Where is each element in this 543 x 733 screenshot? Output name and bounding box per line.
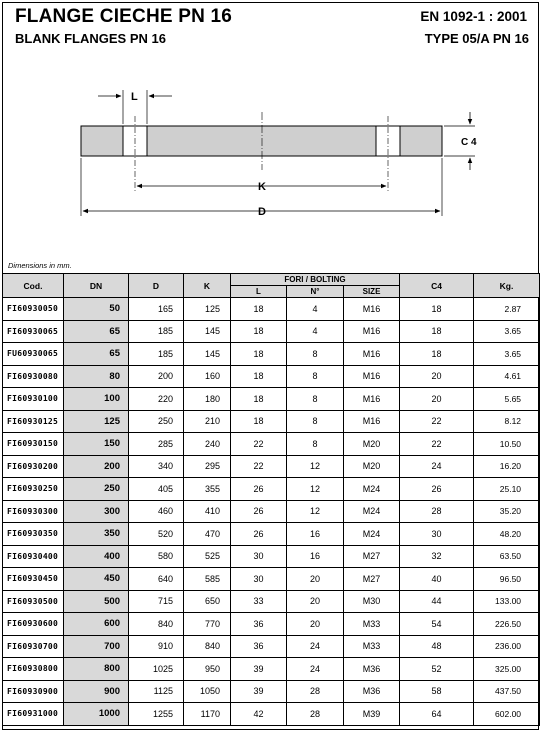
cell-kg: 133.00 (474, 590, 540, 613)
cell-size: M24 (344, 500, 400, 523)
cell-n: 12 (287, 500, 344, 523)
cell-kg: 8.12 (474, 410, 540, 433)
cell-c4: 18 (400, 298, 474, 321)
cell-dn: 80 (64, 365, 129, 388)
cell-k: 585 (184, 568, 231, 591)
table-row (3, 680, 540, 703)
cell-d: 285 (129, 433, 184, 456)
dim-label-k: K (258, 181, 266, 193)
cell-n: 8 (287, 433, 344, 456)
cell-d: 910 (129, 635, 184, 658)
table-row (3, 523, 540, 546)
table-row (3, 635, 540, 658)
cell-c4: 28 (400, 500, 474, 523)
table-row (3, 703, 540, 726)
cell-d: 520 (129, 523, 184, 546)
cell-n: 12 (287, 455, 344, 478)
cell-n: 8 (287, 388, 344, 411)
cell-kg: 16.20 (474, 455, 540, 478)
cell-kg: 2.87 (474, 298, 540, 321)
header-kg: Kg. (474, 274, 540, 298)
cell-size: M20 (344, 433, 400, 456)
cell-cod: FI60930150 (3, 433, 64, 456)
cell-k: 470 (184, 523, 231, 546)
cell-k: 180 (184, 388, 231, 411)
cell-c4: 40 (400, 568, 474, 591)
cell-n: 28 (287, 680, 344, 703)
cell-k: 1170 (184, 703, 231, 726)
cell-kg: 10.50 (474, 433, 540, 456)
cell-k: 210 (184, 410, 231, 433)
cell-k: 145 (184, 320, 231, 343)
dim-label-l: L (131, 91, 138, 103)
cell-size: M20 (344, 455, 400, 478)
cell-c4: 44 (400, 590, 474, 613)
cell-dn: 450 (64, 568, 129, 591)
cell-size: M24 (344, 523, 400, 546)
cell-cod: FI60930450 (3, 568, 64, 591)
cell-c4: 30 (400, 523, 474, 546)
table-row (3, 410, 540, 433)
cell-size: M33 (344, 613, 400, 636)
cell-cod: FI60930600 (3, 613, 64, 636)
cell-d: 460 (129, 500, 184, 523)
table-row (3, 613, 540, 636)
cell-c4: 26 (400, 478, 474, 501)
cell-dn: 250 (64, 478, 129, 501)
cell-size: M27 (344, 545, 400, 568)
table-row (3, 545, 540, 568)
cell-c4: 20 (400, 365, 474, 388)
table-row (3, 433, 540, 456)
cell-c4: 20 (400, 388, 474, 411)
cell-kg: 236.00 (474, 635, 540, 658)
cell-k: 125 (184, 298, 231, 321)
cell-kg: 602.00 (474, 703, 540, 726)
cell-cod: FI60930900 (3, 680, 64, 703)
cell-d: 1125 (129, 680, 184, 703)
cell-c4: 32 (400, 545, 474, 568)
cell-n: 8 (287, 343, 344, 366)
table-row (3, 343, 540, 366)
cell-k: 355 (184, 478, 231, 501)
cell-dn: 150 (64, 433, 129, 456)
cell-n: 16 (287, 545, 344, 568)
cell-n: 8 (287, 410, 344, 433)
cell-l: 18 (231, 410, 287, 433)
table-row (3, 590, 540, 613)
cell-d: 1025 (129, 658, 184, 681)
cell-kg: 3.65 (474, 343, 540, 366)
table-row (3, 478, 540, 501)
page-subtitle: BLANK FLANGES PN 16 (15, 31, 166, 46)
cell-kg: 25.10 (474, 478, 540, 501)
cell-l: 18 (231, 365, 287, 388)
cell-d: 250 (129, 410, 184, 433)
header-cod: Cod. (3, 274, 64, 298)
header-n: N° (287, 286, 344, 298)
cell-size: M36 (344, 658, 400, 681)
cell-c4: 22 (400, 410, 474, 433)
cell-cod: FI60930080 (3, 365, 64, 388)
cell-l: 26 (231, 478, 287, 501)
cell-kg: 35.20 (474, 500, 540, 523)
cell-kg: 48.20 (474, 523, 540, 546)
cell-size: M27 (344, 568, 400, 591)
cell-size: M16 (344, 343, 400, 366)
cell-d: 165 (129, 298, 184, 321)
cell-d: 185 (129, 320, 184, 343)
cell-dn: 100 (64, 388, 129, 411)
cell-size: M16 (344, 388, 400, 411)
cell-cod: FI60930100 (3, 388, 64, 411)
cell-cod: FI60930050 (3, 298, 64, 321)
cell-dn: 900 (64, 680, 129, 703)
table-row (3, 388, 540, 411)
cell-n: 24 (287, 635, 344, 658)
cell-cod: FI60930400 (3, 545, 64, 568)
cell-kg: 3.65 (474, 320, 540, 343)
table-row (3, 455, 540, 478)
flange-table (2, 273, 540, 726)
cell-cod: FI60930700 (3, 635, 64, 658)
cell-size: M36 (344, 680, 400, 703)
page-title: FLANGE CIECHE PN 16 (15, 6, 233, 27)
table-row (3, 298, 540, 321)
cell-kg: 5.65 (474, 388, 540, 411)
cell-l: 30 (231, 545, 287, 568)
cell-c4: 48 (400, 635, 474, 658)
cell-k: 145 (184, 343, 231, 366)
cell-size: M24 (344, 478, 400, 501)
cell-l: 26 (231, 500, 287, 523)
cell-d: 200 (129, 365, 184, 388)
dimensions-note: Dimensions in mm. (8, 261, 72, 270)
table-row (3, 365, 540, 388)
cell-k: 160 (184, 365, 231, 388)
cell-d: 840 (129, 613, 184, 636)
cell-cod: FI60930125 (3, 410, 64, 433)
cell-cod: FU60930065 (3, 343, 64, 366)
cell-cod: FI60930200 (3, 455, 64, 478)
cell-n: 8 (287, 365, 344, 388)
cell-cod: FI60930800 (3, 658, 64, 681)
cell-d: 220 (129, 388, 184, 411)
cell-size: M16 (344, 410, 400, 433)
cell-l: 18 (231, 320, 287, 343)
cell-n: 4 (287, 320, 344, 343)
cell-d: 405 (129, 478, 184, 501)
dim-label-c4: C 4 (461, 137, 477, 148)
cell-l: 36 (231, 613, 287, 636)
cell-d: 340 (129, 455, 184, 478)
cell-cod: FI60930250 (3, 478, 64, 501)
cell-d: 640 (129, 568, 184, 591)
cell-k: 410 (184, 500, 231, 523)
cell-k: 840 (184, 635, 231, 658)
cell-l: 39 (231, 680, 287, 703)
cell-cod: FI60931000 (3, 703, 64, 726)
type-label: TYPE 05/A PN 16 (424, 31, 529, 46)
cell-cod: FI60930500 (3, 590, 64, 613)
header-bolting: FORI / BOLTING (231, 274, 400, 286)
cell-kg: 4.61 (474, 365, 540, 388)
cell-n: 28 (287, 703, 344, 726)
header-k: K (184, 274, 231, 298)
cell-size: M39 (344, 703, 400, 726)
cell-cod: FI60930300 (3, 500, 64, 523)
cell-kg: 325.00 (474, 658, 540, 681)
cell-l: 39 (231, 658, 287, 681)
table-row (3, 500, 540, 523)
cell-n: 16 (287, 523, 344, 546)
cell-l: 18 (231, 298, 287, 321)
cell-l: 33 (231, 590, 287, 613)
cell-d: 185 (129, 343, 184, 366)
cell-dn: 1000 (64, 703, 129, 726)
cell-d: 715 (129, 590, 184, 613)
cell-cod: FI60930350 (3, 523, 64, 546)
cell-dn: 125 (64, 410, 129, 433)
cell-c4: 24 (400, 455, 474, 478)
cell-l: 18 (231, 388, 287, 411)
cell-c4: 18 (400, 343, 474, 366)
header-dn: DN (64, 274, 129, 298)
cell-dn: 500 (64, 590, 129, 613)
cell-kg: 63.50 (474, 545, 540, 568)
table-row (3, 658, 540, 681)
cell-k: 240 (184, 433, 231, 456)
cell-size: M16 (344, 320, 400, 343)
cell-k: 1050 (184, 680, 231, 703)
flange-drawing (0, 0, 543, 260)
cell-n: 20 (287, 613, 344, 636)
cell-c4: 52 (400, 658, 474, 681)
cell-size: M30 (344, 590, 400, 613)
table-row (3, 320, 540, 343)
cell-kg: 96.50 (474, 568, 540, 591)
cell-cod: FI60930065 (3, 320, 64, 343)
cell-dn: 300 (64, 500, 129, 523)
cell-c4: 18 (400, 320, 474, 343)
cell-dn: 800 (64, 658, 129, 681)
cell-k: 950 (184, 658, 231, 681)
cell-c4: 64 (400, 703, 474, 726)
cell-n: 4 (287, 298, 344, 321)
cell-n: 20 (287, 568, 344, 591)
cell-k: 770 (184, 613, 231, 636)
cell-c4: 58 (400, 680, 474, 703)
cell-size: M16 (344, 298, 400, 321)
cell-dn: 600 (64, 613, 129, 636)
cell-l: 22 (231, 433, 287, 456)
cell-kg: 437.50 (474, 680, 540, 703)
cell-n: 12 (287, 478, 344, 501)
header-c4: C4 (400, 274, 474, 298)
cell-k: 295 (184, 455, 231, 478)
cell-l: 22 (231, 455, 287, 478)
cell-c4: 54 (400, 613, 474, 636)
cell-dn: 700 (64, 635, 129, 658)
cell-dn: 200 (64, 455, 129, 478)
table-row (3, 568, 540, 591)
cell-dn: 65 (64, 320, 129, 343)
cell-kg: 226.50 (474, 613, 540, 636)
cell-l: 36 (231, 635, 287, 658)
header-l: L (231, 286, 287, 298)
cell-d: 580 (129, 545, 184, 568)
cell-dn: 65 (64, 343, 129, 366)
cell-n: 24 (287, 658, 344, 681)
cell-d: 1255 (129, 703, 184, 726)
cell-n: 20 (287, 590, 344, 613)
standard-label: EN 1092-1 : 2001 (420, 9, 527, 24)
cell-l: 18 (231, 343, 287, 366)
cell-dn: 400 (64, 545, 129, 568)
cell-l: 30 (231, 568, 287, 591)
header-size: SIZE (344, 286, 400, 298)
cell-k: 650 (184, 590, 231, 613)
cell-dn: 50 (64, 298, 129, 321)
cell-c4: 22 (400, 433, 474, 456)
cell-l: 26 (231, 523, 287, 546)
dim-label-d: D (258, 206, 266, 218)
cell-k: 525 (184, 545, 231, 568)
cell-size: M16 (344, 365, 400, 388)
cell-size: M33 (344, 635, 400, 658)
cell-l: 42 (231, 703, 287, 726)
cell-dn: 350 (64, 523, 129, 546)
header-d: D (129, 274, 184, 298)
